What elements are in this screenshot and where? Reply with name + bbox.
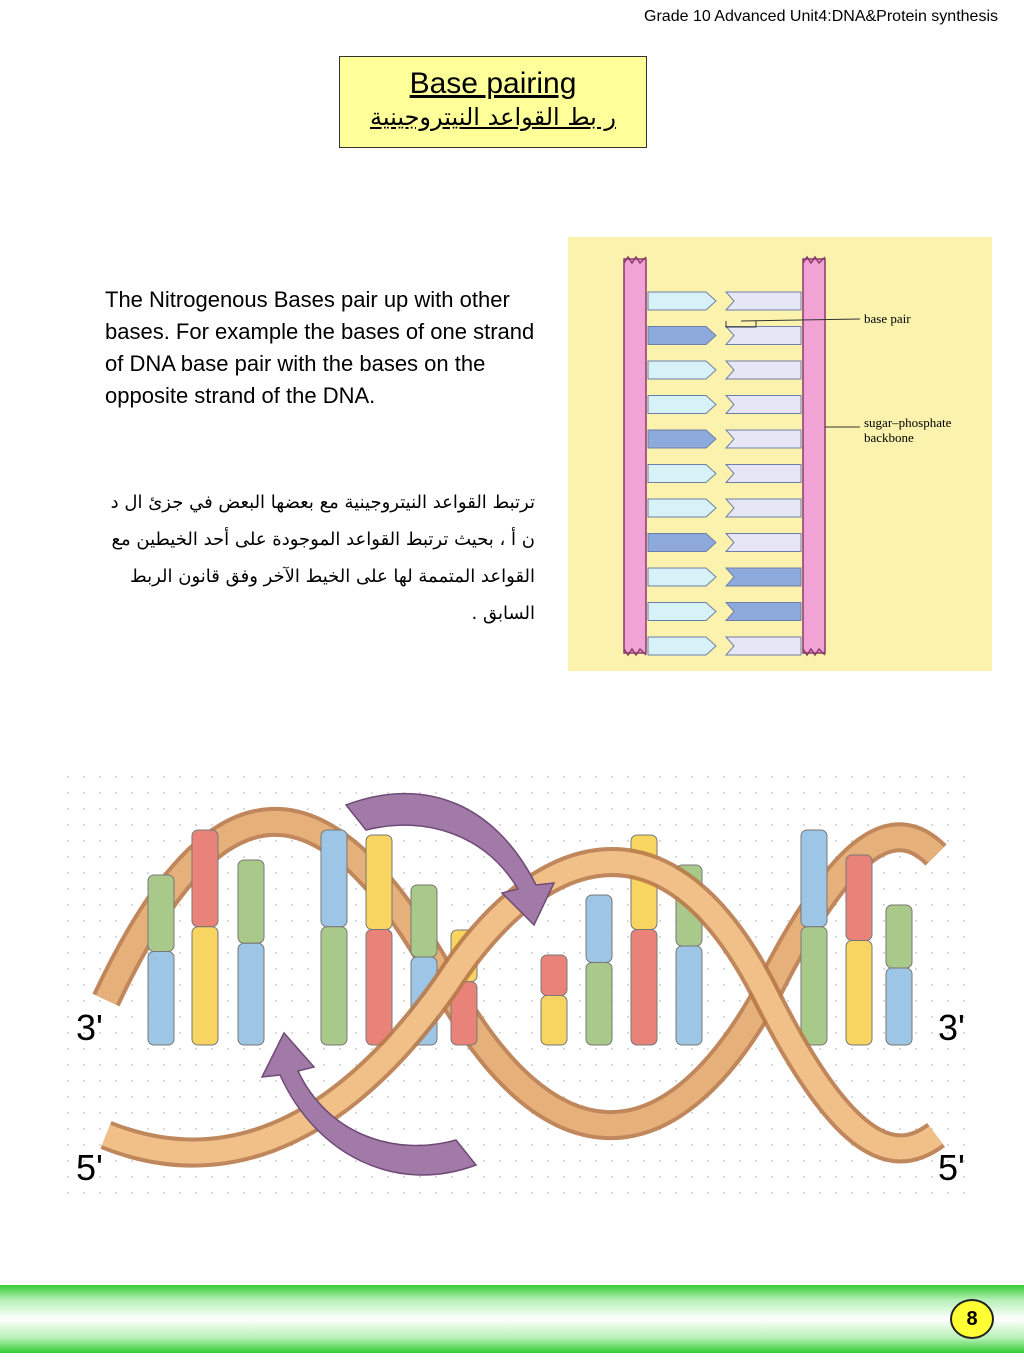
ladder-rung-left: [648, 534, 716, 552]
ladder-rung-right: [726, 430, 801, 448]
helix-base-bar: [148, 952, 174, 1046]
title-english: Base pairing: [409, 67, 577, 100]
label-sugar-phosphate: sugar–phosphate: [864, 415, 952, 430]
helix-base-bar: [192, 927, 218, 1045]
ladder-rung-right: [726, 327, 801, 345]
page-number-badge: 8: [950, 1299, 994, 1339]
helix-base-bar: [676, 946, 702, 1045]
helix-base-bar: [321, 830, 347, 927]
ladder-rung-left: [648, 603, 716, 621]
ladder-rung-right: [726, 396, 801, 414]
footer-bar: [0, 1285, 1024, 1353]
ladder-rung-left: [648, 292, 716, 310]
ladder-rung-right: [726, 534, 801, 552]
helix-base-bar: [586, 895, 612, 963]
ladder-rung-left: [648, 499, 716, 517]
label-base-pair: base pair: [864, 311, 911, 326]
helix-base-bar: [238, 860, 264, 943]
helix-base-bar: [321, 927, 347, 1045]
header-text: Grade 10 Advanced Unit4:DNA&Protein synthesis: [644, 8, 998, 25]
helix-base-bar: [541, 955, 567, 996]
helix-base-bar: [801, 830, 827, 927]
label-left-3prime: 3': [76, 1007, 103, 1048]
label-backbone: backbone: [864, 430, 914, 445]
ladder-rung-left: [648, 568, 716, 586]
ladder-rung-right: [726, 637, 801, 655]
ladder-rung-left: [648, 430, 716, 448]
helix-base-bar: [586, 963, 612, 1046]
helix-base-bar: [366, 835, 392, 930]
ladder-rung-right: [726, 292, 801, 310]
helix-base-bar: [846, 941, 872, 1046]
helix-base-bar: [366, 930, 392, 1046]
ladder-rung-left: [648, 361, 716, 379]
helix-base-bar: [192, 830, 218, 927]
label-right-3prime: 3': [938, 1007, 965, 1048]
ladder-rung-left: [648, 465, 716, 483]
helix-base-bar: [411, 885, 437, 957]
helix-base-bar: [886, 968, 912, 1045]
helix-base-bar: [846, 855, 872, 941]
ladder-rung-right: [726, 568, 801, 586]
body-text-english: The Nitrogenous Bases pair up with other bases. For example the bases of one strand of DNA base pair with the bases on the opposite strand of the DNA.: [105, 287, 535, 408]
ladder-rung-left: [648, 396, 716, 414]
body-text-arabic: ترتبط القواعد النيتروجينية مع بعضها البعض في جزئ ال د ن أ ، بحيث ترتبط القواعد الموجودة على أحد الخيطين مع القواعد المتممة لها على الخيط الآخر وفق قانون الربط السابق .: [110, 492, 535, 624]
helix-base-bar: [541, 996, 567, 1046]
helix-base-bar: [801, 927, 827, 1045]
ladder-rung-right: [726, 465, 801, 483]
dna-double-helix-diagram: [66, 775, 978, 1195]
label-left-5prime: 5': [76, 1147, 103, 1188]
helix-base-bar: [886, 905, 912, 968]
title-arabic: ر بط القواعد النيتروجينية: [369, 103, 616, 131]
base-pair-ladder-diagram: [568, 237, 992, 671]
ladder-rung-right: [726, 499, 801, 517]
title-box: [339, 56, 647, 148]
label-right-5prime: 5': [938, 1147, 965, 1188]
helix-base-bar: [148, 875, 174, 952]
helix-base-bar: [238, 943, 264, 1045]
helix-base-bar: [631, 930, 657, 1046]
ladder-rung-right: [726, 603, 801, 621]
ladder-rung-left: [648, 637, 716, 655]
ladder-rung-right: [726, 361, 801, 379]
ladder-rung-left: [648, 327, 716, 345]
